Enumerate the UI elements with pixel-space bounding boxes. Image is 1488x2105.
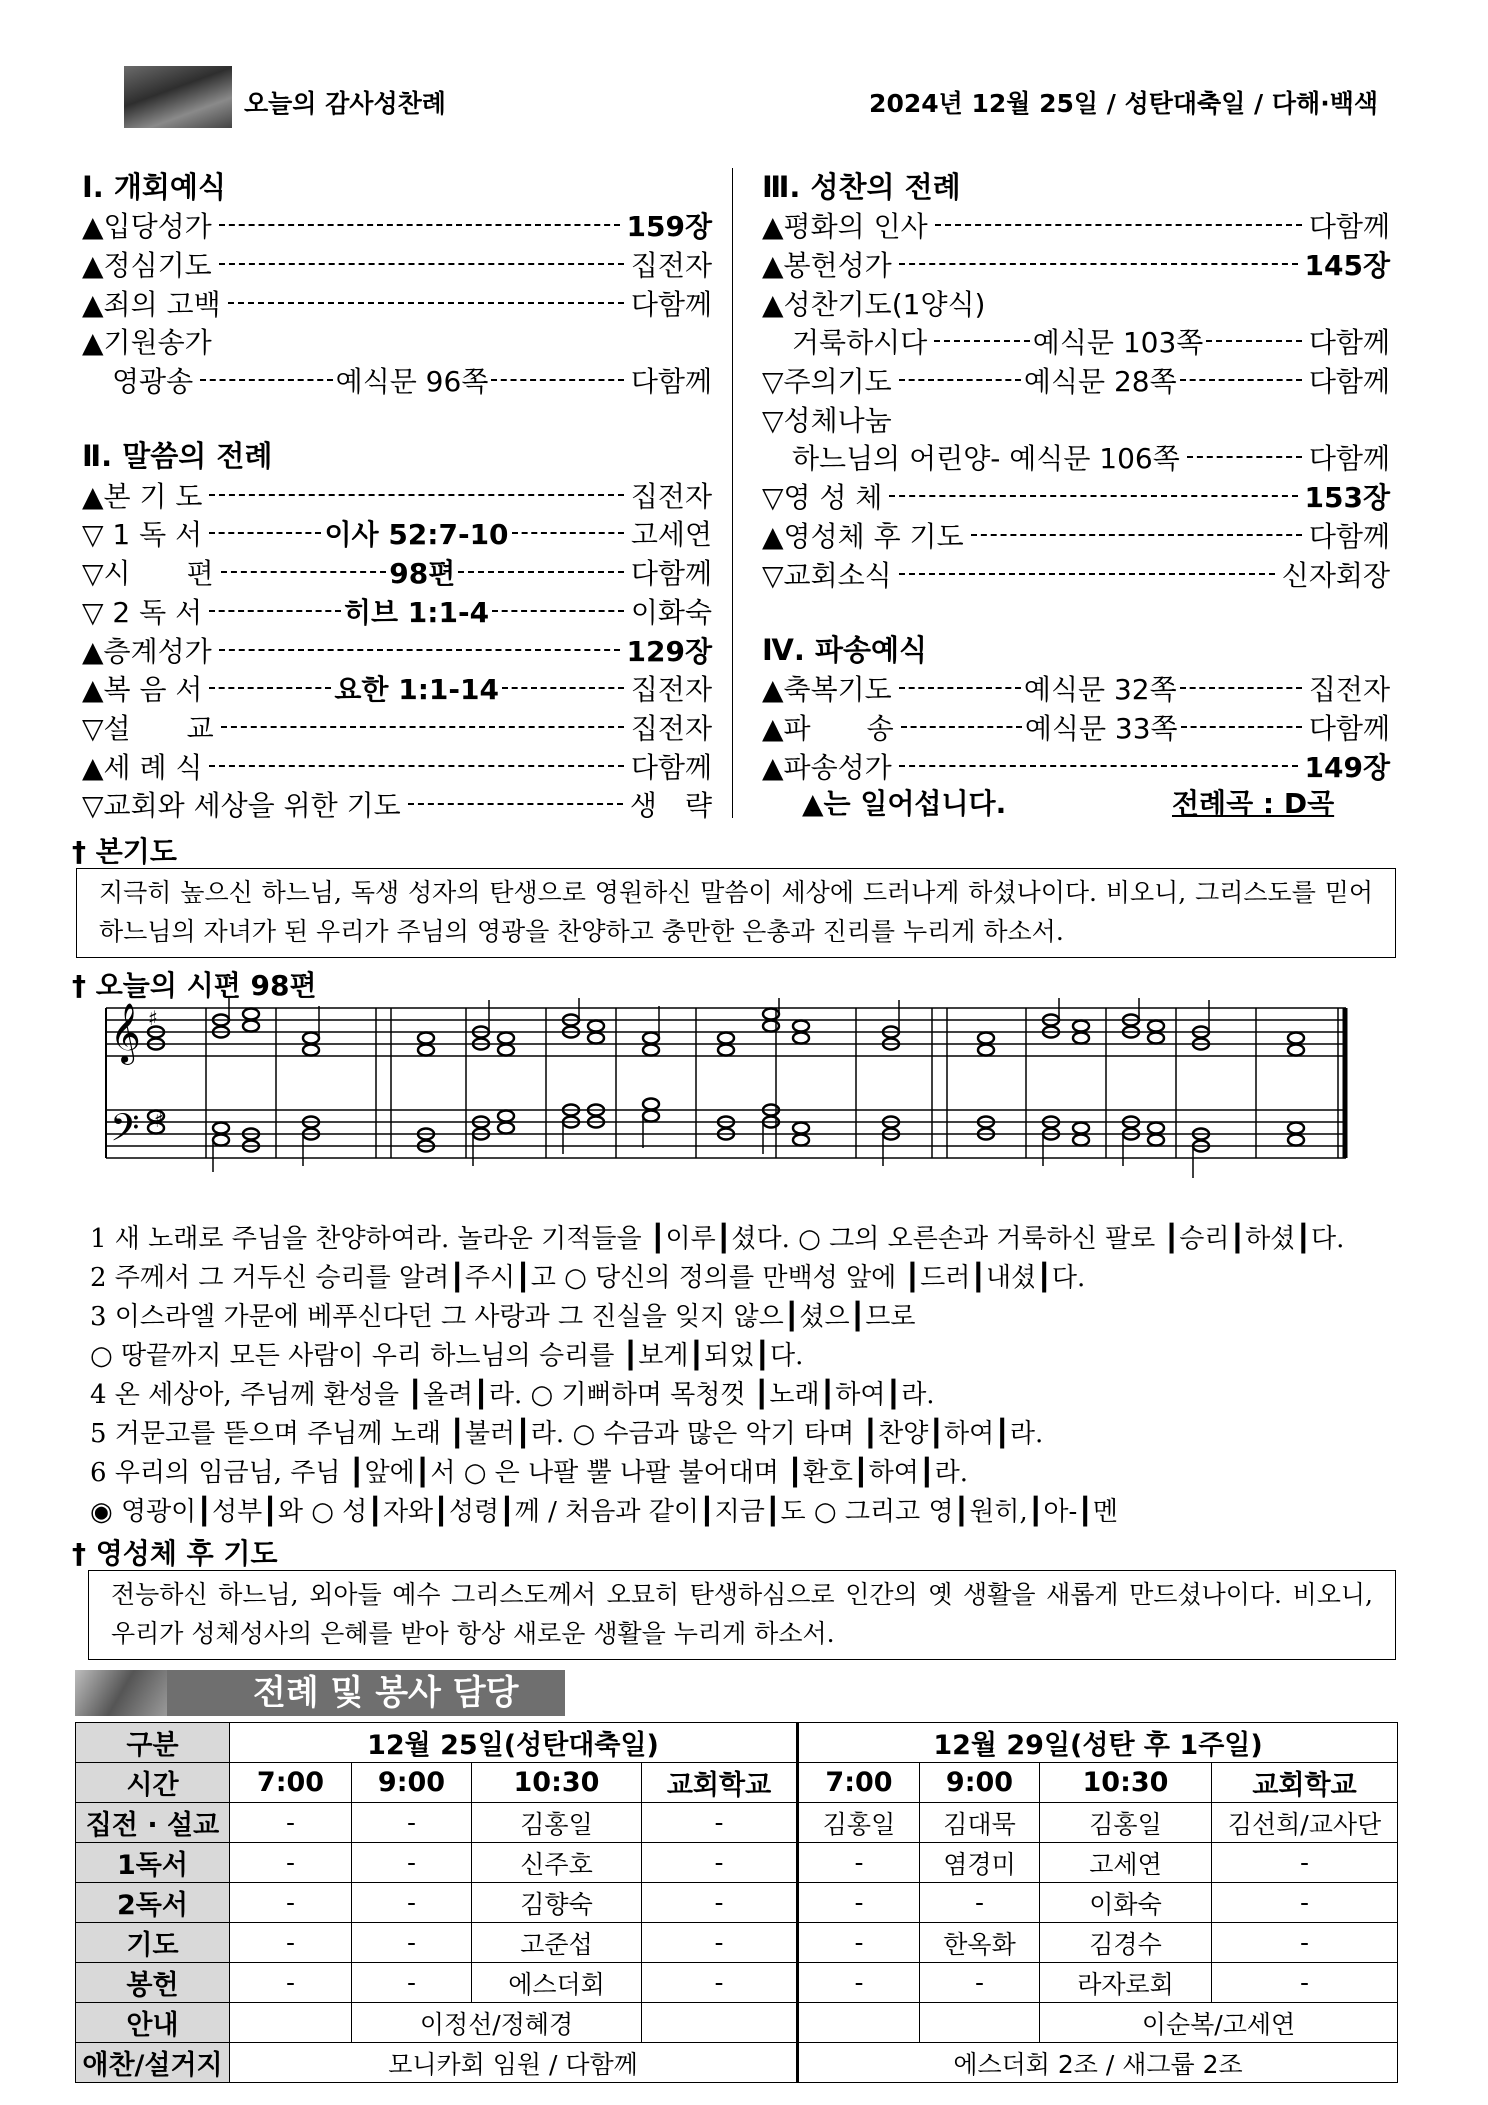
bass-note (1288, 1135, 1304, 1146)
duty-cell: - (798, 1843, 920, 1883)
treble-note (1073, 1033, 1089, 1044)
order-item-value: 153장 (1304, 481, 1390, 515)
order-item (82, 785, 712, 824)
dot-leader (882, 495, 1304, 497)
duty-cell: - (920, 1963, 1040, 2003)
duty-cell: 김대묵 (920, 1803, 1040, 1843)
bass-note (213, 1123, 229, 1134)
treble-note (243, 1009, 259, 1020)
treble-note (793, 1021, 809, 1032)
duty-cell: - (1212, 1963, 1398, 2003)
time-header: 9:00 (920, 1763, 1040, 1803)
collect-title: † 본기도 (72, 835, 177, 868)
treble-note (1148, 1021, 1164, 1032)
treble-clef: 𝄞 (110, 1003, 141, 1063)
leader-dash (209, 765, 623, 767)
dot-leader (214, 552, 631, 592)
order-item-label: ▽ 1 독 서 (82, 518, 203, 552)
duty-cell: - (230, 1923, 352, 1963)
leader-dash (408, 803, 623, 805)
duty-cell: 고준섭 (472, 1923, 642, 1963)
leader-dash (1206, 340, 1302, 342)
dot-leader (212, 649, 627, 651)
order-item (762, 477, 1390, 516)
leader-dash (1187, 456, 1302, 458)
order-item (82, 361, 712, 400)
order-item-value: 집전자 (630, 479, 712, 513)
leader-dash (1181, 726, 1302, 728)
order-item-label: ▲입당성가 (82, 210, 212, 244)
order-item-label: ▽ 2 독 서 (82, 595, 203, 629)
postcommunion-text: 전능하신 하느님, 외아들 예수 그리스도께서 오묘히 탄생하심으로 인간의 옛 생활을 새롭게 만드셨나이다. 비오니, 우리가 성체성사의 은혜를 받아 항상 새로운 생활을 누리게 하소서. (111, 1580, 1373, 1648)
duty-cell (798, 2003, 920, 2043)
bass-clef: 𝄢 (110, 1105, 140, 1159)
treble-note (793, 1033, 809, 1044)
psalm-verse: ◉ 영광이┃성부┃와 ○ 성┃자와┃성령┃께 / 처음과 같이┃지금┃도 ○ 그리고 영┃원히,┃아-┃멘 (90, 1497, 1119, 1527)
spacer (762, 593, 1390, 631)
time-header: 7:00 (230, 1763, 352, 1803)
duty-cell: 김홍일 (1040, 1803, 1212, 1843)
duty-cell: - (642, 1963, 798, 2003)
leader-dash (889, 495, 1297, 497)
treble-note (643, 1033, 659, 1044)
order-item-value: 생 략 (629, 789, 712, 823)
duty-cell: 이화숙 (1040, 1883, 1212, 1923)
order-item (82, 206, 712, 245)
dot-leader (202, 513, 631, 553)
duty-cell: - (1212, 1843, 1398, 1883)
leader-dash (228, 302, 624, 304)
order-item (762, 322, 1390, 361)
order-item-label: ▲층계성가 (82, 634, 212, 668)
order-item (82, 630, 712, 669)
order-item-reference: 히브 1:1-4 (343, 595, 490, 629)
dot-leader (894, 707, 1309, 747)
psalm-verse: 3 이스라엘 가문에 베푸신다던 그 사랑과 그 진실을 잊지 않으┃셨으┃므로 (90, 1302, 916, 1332)
duty-cell: 라자로회 (1040, 1963, 1212, 2003)
section-heading: Ⅱ. 말씀의 전례 (82, 439, 273, 474)
treble-note (418, 1033, 434, 1044)
stand-note: ▲는 일어섭니다. (802, 787, 1007, 820)
order-item (82, 669, 712, 708)
treble-note (643, 1045, 659, 1056)
guide-left: 이정선/정혜경 (352, 2003, 642, 2043)
column-divider (732, 168, 733, 818)
order-item (762, 438, 1390, 477)
duty-cell: 김선희/교사단 (1212, 1803, 1398, 1843)
order-item-value: 집전자 (630, 249, 712, 283)
treble-note (978, 1033, 994, 1044)
postcommunion-box (88, 1570, 1396, 1660)
dot-leader (202, 494, 630, 496)
duty-cell: - (798, 1883, 920, 1923)
treble-note (303, 1045, 319, 1056)
role-guide: 안내 (76, 2003, 230, 2043)
order-item (82, 592, 712, 631)
leader-dash (935, 224, 1302, 226)
page-title: 오늘의 감사성찬례 (244, 89, 446, 118)
dot-leader (214, 726, 631, 728)
treble-note (1288, 1045, 1304, 1056)
duty-cell: 김홍일 (472, 1803, 642, 1843)
duty-cell: 고세연 (1040, 1843, 1212, 1883)
duty-cell: - (642, 1883, 798, 1923)
leader-dash (209, 494, 623, 496)
bass-note (1073, 1135, 1089, 1146)
dot-leader (202, 591, 631, 631)
leader-dash (209, 532, 321, 534)
order-item-reference: 요한 1:1-14 (334, 673, 499, 707)
order-item-label: ▲축복기도 (762, 673, 892, 707)
leader-dash (219, 263, 624, 265)
order-item-label: ▲평화의 인사 (762, 210, 928, 244)
duty-cell: - (798, 1963, 920, 2003)
duty-photo (75, 1670, 167, 1716)
order-item-label: ▽주의기도 (762, 365, 892, 399)
clean-right: 에스더회 2조 / 새그룹 2조 (798, 2043, 1398, 2083)
dot-leader (964, 534, 1309, 536)
duty-row (76, 1883, 1398, 1923)
order-item-label: ▲성찬기도(1양식) (762, 287, 986, 321)
order-item (82, 514, 712, 553)
order-item-label: 거룩하시다 (792, 326, 928, 360)
duty-cell: - (920, 1883, 1040, 1923)
bass-note (498, 1111, 514, 1122)
order-item-label: ▽시 편 (82, 557, 214, 591)
duty-cell: 김향숙 (472, 1883, 642, 1923)
clean-left: 모니카회 임원 / 다함께 (230, 2043, 798, 2083)
time-header: 10:30 (472, 1763, 642, 1803)
leader-dash (221, 571, 387, 573)
order-item-value: 다함께 (1308, 210, 1390, 244)
rite-note: 전례곡 : D곡 (1172, 787, 1335, 820)
duty-cell: - (642, 1803, 798, 1843)
dot-leader (202, 668, 630, 708)
order-item-value: 159장 (626, 210, 712, 244)
psalm-verses (90, 1220, 1344, 1532)
order-item-label: ▲영성체 후 기도 (762, 519, 964, 553)
leader-dash (200, 379, 332, 381)
duty-cell: 염경미 (920, 1843, 1040, 1883)
role-clean: 애찬/설거지 (76, 2043, 230, 2083)
psalm-verse: 1 새 노래로 주님을 찬양하여라. 놀라운 기적들을 ┃이루┃셨다. ○ 그의 오른손과 거룩하신 팔로 ┃승리┃하셨┃다. (90, 1224, 1345, 1254)
order-item (762, 554, 1390, 593)
order-item-value: 다함께 (630, 365, 712, 399)
psalm-title: † 오늘의 시편 98편 (72, 969, 317, 1002)
leader-dash (899, 765, 1298, 767)
duty-role: 봉헌 (76, 1963, 230, 2003)
dot-leader (221, 302, 631, 304)
treble-note (498, 1033, 514, 1044)
leader-dash (209, 687, 331, 689)
leader-dash (899, 379, 1021, 381)
order-item (82, 283, 712, 322)
guide-right: 이순복/고세연 (1040, 2003, 1398, 2043)
bass-note (643, 1111, 659, 1122)
bass-note (643, 1099, 659, 1110)
order-item-value: 신자회장 (1281, 558, 1390, 592)
duty-cell: 신주호 (472, 1843, 642, 1883)
bass-note (793, 1123, 809, 1134)
time-header: 7:00 (798, 1763, 920, 1803)
order-item-value: 고세연 (630, 518, 712, 552)
leader-dash (899, 573, 1275, 575)
treble-note (718, 1033, 734, 1044)
section-heading: Ⅰ. 개회예식 (82, 170, 226, 204)
order-item-label: ▲세 례 식 (82, 750, 203, 784)
order-item (82, 475, 712, 514)
header-photo (124, 66, 232, 128)
treble-note (718, 1045, 734, 1056)
order-item (762, 516, 1390, 555)
section-heading: Ⅲ. 성찬의 전례 (762, 170, 961, 204)
order-item (82, 553, 712, 592)
time-header: 교회학교 (642, 1763, 798, 1803)
leader-dash (901, 726, 1022, 728)
duty-role: 기도 (76, 1923, 230, 1963)
duty-role: 1독서 (76, 1843, 230, 1883)
order-item-value: 집전자 (630, 711, 712, 745)
duty-cell: - (352, 1963, 472, 2003)
dot-leader (212, 224, 627, 226)
order-item-reference: 예식문 96쪽 (335, 365, 489, 399)
psalm-verse: 2 주께서 그 거두신 승리를 알려┃주시┃고 ○ 당신의 정의를 만백성 앞에 ┃드러┃내셨┃다. (90, 1263, 1086, 1293)
duty-cell: - (642, 1843, 798, 1883)
duty-banner: 전례 및 봉사 담당 (167, 1670, 565, 1716)
order-item-value: 149장 (1304, 750, 1390, 784)
duty-cell (920, 2003, 1040, 2043)
duty-cell: - (352, 1923, 472, 1963)
order-item-value: 129장 (626, 634, 712, 668)
time-header: 10:30 (1040, 1763, 1212, 1803)
order-item-reference: 예식문 32쪽 (1023, 673, 1177, 707)
leader-dash (1180, 379, 1302, 381)
order-item-label: ▽교회소식 (762, 558, 892, 592)
time-header: 9:00 (352, 1763, 472, 1803)
bass-note (1148, 1123, 1164, 1134)
order-item-reference: 98편 (389, 557, 456, 591)
duty-cell: - (642, 1923, 798, 1963)
duty-cell: - (230, 1843, 352, 1883)
order-item-value: 다함께 (630, 287, 712, 321)
psalm-score (96, 998, 1396, 1208)
order-item-label: ▲기원송가 (82, 326, 212, 360)
order-left-column (82, 168, 712, 824)
order-item-value: 다함께 (1308, 326, 1390, 360)
duty-table (75, 1722, 1398, 2083)
treble-key-sharp: ♯ (148, 1006, 158, 1030)
order-item-label: ▲복 음 서 (82, 673, 203, 707)
duty-cell: - (230, 1963, 352, 2003)
leader-dash (458, 571, 624, 573)
order-item (762, 746, 1390, 785)
order-item-label: ▽설 교 (82, 711, 214, 745)
order-item-reference: 예식문 33쪽 (1024, 711, 1178, 745)
leader-dash (512, 532, 624, 534)
order-item-value: 다함께 (1308, 442, 1390, 476)
order-item-value: 다함께 (1308, 365, 1390, 399)
order-item-value: 다함께 (630, 750, 712, 784)
order-item-reference: 예식문 103쪽 (1032, 326, 1204, 360)
treble-note (418, 1045, 434, 1056)
psalm-verse: ○ 땅끝까지 모든 사람이 우리 하느님의 승리를 ┃보게┃되었┃다. (90, 1341, 804, 1371)
duty-cell: 김경수 (1040, 1923, 1212, 1963)
order-item-value: 집전자 (630, 673, 712, 707)
order-item (762, 206, 1390, 245)
order-item-label: 영광송 (112, 365, 194, 399)
dot-leader (401, 803, 630, 805)
duty-cell: 한옥화 (920, 1923, 1040, 1963)
dot-leader (202, 765, 630, 767)
duty-cell: - (352, 1843, 472, 1883)
order-item-label: ▲본 기 도 (82, 479, 203, 513)
leader-dash (899, 263, 1298, 265)
bass-note (1288, 1123, 1304, 1134)
section-heading: Ⅳ. 파송예식 (762, 632, 928, 667)
order-item-label: ▲파송성가 (762, 750, 892, 784)
time-header: 교회학교 (1212, 1763, 1398, 1803)
treble-note (1073, 1021, 1089, 1032)
order-item-reference: 이사 52:7-10 (324, 518, 509, 552)
leader-dash (492, 610, 624, 612)
leader-dash (502, 687, 624, 689)
leader-dash (1180, 687, 1302, 689)
treble-note (588, 1021, 604, 1032)
order-item (82, 245, 712, 284)
order-item (762, 361, 1390, 400)
order-item-label: ▽성체나눔 (762, 403, 892, 437)
dot-leader (892, 668, 1309, 708)
dot-leader (193, 360, 631, 400)
header-division: 구분 (76, 1723, 230, 1763)
order-item-value: 145장 (1304, 249, 1390, 283)
duty-cell: - (1212, 1923, 1398, 1963)
leader-dash (899, 687, 1021, 689)
header-date-1: 12월 25일(성탄대축일) (230, 1723, 798, 1763)
dot-leader (212, 263, 631, 265)
order-item-value: 다함께 (1308, 519, 1390, 553)
order-item (762, 669, 1390, 708)
order-item-label: ▽교회와 세상을 위한 기도 (82, 789, 401, 823)
duty-cell: - (352, 1803, 472, 1843)
duty-role: 2독서 (76, 1883, 230, 1923)
bass-note (1073, 1123, 1089, 1134)
duty-cell (230, 2003, 352, 2043)
treble-note (303, 1033, 319, 1044)
leader-dash (219, 649, 620, 651)
treble-note (1148, 1033, 1164, 1044)
leader-dash (934, 340, 1030, 342)
dot-leader (1180, 456, 1309, 458)
order-item (762, 708, 1390, 747)
leader-dash (491, 379, 623, 381)
duty-cell: 에스더회 (472, 1963, 642, 2003)
psalm-verse: 6 우리의 임금님, 주님 ┃앞에┃서 ○ 은 나팔 뿔 나팔 불어대며 ┃환호┃하여┃라. (90, 1458, 968, 1488)
duty-cell: - (352, 1883, 472, 1923)
bass-note (1148, 1135, 1164, 1146)
page-date: 2024년 12월 25일 / 성탄대축일 / 다해·백색 (869, 89, 1378, 118)
psalm-verse: 4 온 세상아, 주님께 환성을 ┃올려┃라. ○ 기뻐하며 목청껏 ┃노래┃하여┃라. (90, 1380, 935, 1410)
treble-note (243, 1021, 259, 1032)
duty-row (76, 1803, 1398, 1843)
order-item-reference: 예식문 28쪽 (1023, 365, 1177, 399)
order-right-column (762, 168, 1390, 785)
collect-text: 지극히 높으신 하느님, 독생 성자의 탄생으로 영원하신 말씀이 세상에 드러나게 하셨나이다. 비오니, 그리스도를 믿어 하느님의 자녀가 된 우리가 주님의 영광을 찬양하고 충만한 은총과 진리를 누리게 하소서. (99, 878, 1373, 946)
postcommunion-title: † 영성체 후 기도 (72, 1537, 278, 1570)
treble-note (588, 1033, 604, 1044)
order-item-label: ▲정심기도 (82, 249, 212, 283)
leader-dash (971, 534, 1302, 536)
order-item-value: 이화숙 (630, 595, 712, 629)
duty-cell: - (798, 1923, 920, 1963)
order-item (82, 708, 712, 747)
duty-row (76, 1963, 1398, 2003)
duty-row (76, 1923, 1398, 1963)
spacer (82, 399, 712, 437)
header-time: 시간 (76, 1763, 230, 1803)
order-item-label: ▲파 송 (762, 711, 894, 745)
leader-dash (209, 610, 341, 612)
order-item-value: 집전자 (1308, 673, 1390, 707)
order-item (82, 746, 712, 785)
order-item-label: ▲봉헌성가 (762, 249, 892, 283)
dot-leader (892, 360, 1309, 400)
treble-note (978, 1045, 994, 1056)
duty-cell: 김홍일 (798, 1803, 920, 1843)
duty-cell: - (1212, 1883, 1398, 1923)
treble-note (498, 1045, 514, 1056)
duty-role: 집전 · 설교 (76, 1803, 230, 1843)
dot-leader (928, 224, 1309, 226)
dot-leader (892, 573, 1282, 575)
bass-note (793, 1135, 809, 1146)
order-item-label: ▽영 성 체 (762, 481, 883, 515)
leader-dash (221, 726, 624, 728)
treble-note (1288, 1033, 1304, 1044)
order-item (762, 245, 1390, 284)
collect-box (76, 868, 1396, 958)
duty-cell: - (230, 1883, 352, 1923)
leader-dash (219, 224, 620, 226)
bass-note (498, 1123, 514, 1134)
header-date-2: 12월 29일(성탄 후 1주일) (798, 1723, 1398, 1763)
bass-key-sharp: ♯ (154, 1108, 164, 1132)
duty-cell (642, 2003, 798, 2043)
dot-leader (927, 321, 1309, 361)
dot-leader (892, 263, 1305, 265)
dot-leader (892, 765, 1305, 767)
duty-cell: - (230, 1803, 352, 1843)
order-item-value: 다함께 (1308, 711, 1390, 745)
order-item-value: 다함께 (630, 557, 712, 591)
order-item-label: ▲죄의 고백 (82, 287, 221, 321)
psalm-verse: 5 거문고를 뜯으며 주님께 노래 ┃불러┃라. ○ 수금과 많은 악기 타며 ┃찬양┃하여┃라. (90, 1419, 1044, 1449)
order-item-label: 하느님의 어린양- 예식문 106쪽 (792, 442, 1180, 476)
bass-note (213, 1135, 229, 1146)
duty-row (76, 1843, 1398, 1883)
